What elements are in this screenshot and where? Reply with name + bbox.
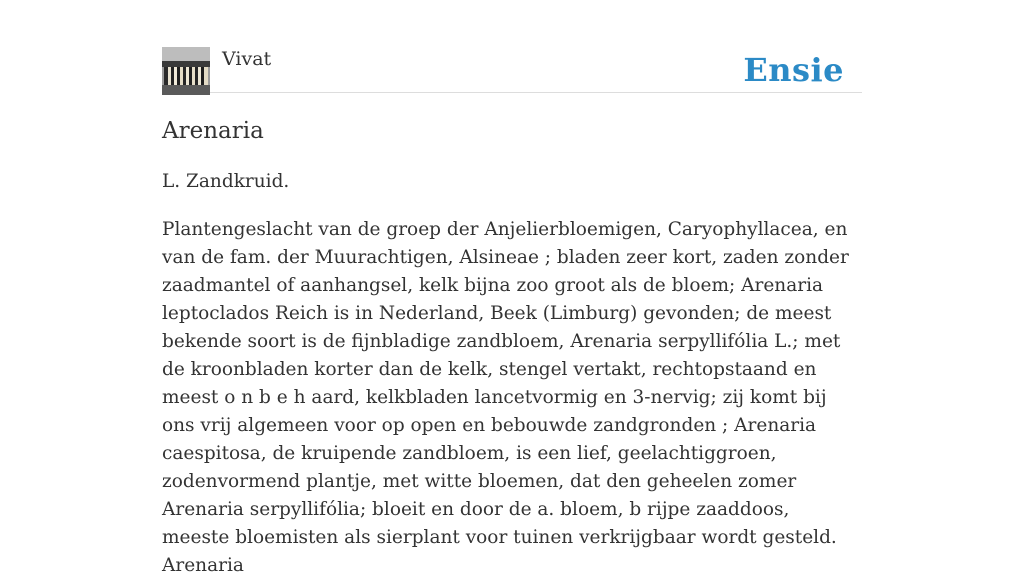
books-avatar-icon [162, 47, 210, 95]
author-avatar[interactable] [162, 47, 210, 95]
header [162, 46, 862, 93]
article-body: Plantengeslacht van de groep der Anjelierbloemigen, Caryophyllacea, en van de fam. der Muurachtigen, Alsineae ; bladen zeer kort, zaden zonder zaadmantel of aanhangsel, kelk bijna zoo groot als de bloem; Arenaria leptoclados Reich is in Nederland, Beek (Limburg) gevonden; de meest bekende soort is de fijnbladige zandbloem, Arenaria serpyllifólia L.; met de kroonbladen korter dan de kelk, stengel vertakt, rechtopstaand en meest o n b e h aard, kelkbladen lancetvormig en 3-nervig; zij komt bij ons vrij algemeen voor op open en bebouwde zandgronden ; Arenaria caespitosa, de kruipende zandbloem, is een lief, geelachtiggroen, zodenvormend plantje, met witte bloemen, dat den geheelen zomer Arenaria serpyllifólia; bloeit en door de a. bloem, b rijpe zaaddoos, meeste bloemisten als sierplant voor tuinen verkrijgbaar wordt gesteld. Arenaria [162, 219, 849, 576]
article-subtitle: L. Zandkruid. [162, 171, 290, 192]
article-title: Arenaria [162, 118, 264, 144]
page [162, 0, 862, 576]
brand-logo[interactable]: Ensie [743, 51, 844, 89]
author-name[interactable]: Vivat [222, 48, 272, 70]
